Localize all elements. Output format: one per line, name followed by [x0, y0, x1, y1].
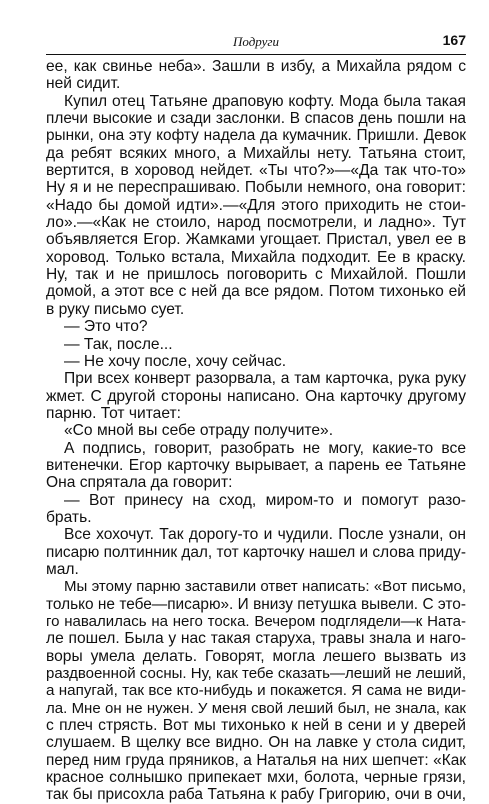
page-header	[46, 34, 466, 54]
text-line: так бы присохла раба Татьяна к рабу Григорию, очи в очи,	[46, 786, 466, 804]
text-line: слушаем. В щелку все видно. Он на лавке у стола сидит,	[46, 734, 466, 752]
text-line: вертится, в хоровод нейдет. «Ты что?»—«Да так что-то»	[46, 162, 466, 180]
text-line: хоровод. Только встала, Михайла подходит. Ее в краску.	[46, 248, 466, 266]
text-line: объявляется Егор. Жамками угощает. Пристал, увел ее в	[46, 231, 466, 249]
text-line: жмет. С другой стороны написано. Она карточку другому	[46, 387, 466, 405]
header-rule	[46, 54, 466, 55]
text-line: витенечки. Егор карточку вырывает, а парень ее Татьяне	[46, 456, 466, 474]
body-text	[46, 58, 466, 804]
text-line: мал.	[46, 560, 79, 578]
text-line: рынки, она эту кофту надела да кумачник. Пришли. Девок	[46, 127, 466, 145]
text-line: красное солнышко припекает мхи, болота, черные грязи,	[46, 769, 466, 787]
text-line: только не тебе—писарю». И внизу петушка вывели. С это-	[46, 595, 466, 613]
text-line: «Надо бы домой идти».—«Для этого приходить не стои-	[46, 196, 466, 214]
text-line: перед ним груда пряников, а Наталья на них шепчет: «Как	[46, 751, 466, 769]
text-line: ее, как свинье неба». Зашли в избу, а Михайла рядом с	[46, 58, 466, 75]
text-line: — Это что?	[64, 318, 148, 336]
text-line: плечи высокие и сзади заслонки. В спасов день пошли на	[46, 110, 466, 128]
text-line: Мы этому парню заставили ответ написать: «Вот письмо,	[64, 578, 466, 596]
text-line: а напугай, так все кто-нибудь и покажется. Я сама не види-	[46, 682, 466, 700]
text-line: воры умела делать. Говорят, могла лешего вызвать из	[46, 647, 466, 665]
text-line: писарю полтинник дал, тот карточку нашел и слова приду-	[46, 543, 466, 561]
text-line: ней сидит.	[46, 75, 121, 93]
text-line: домой, а этот все с ней да все рядом. Потом тихонько ей	[46, 283, 466, 301]
text-line: Ну я и не переспрашиваю. Побыли немного, она говорит:	[46, 179, 466, 197]
text-line: с плеч стрясть. Вот мы тихонько к ней в сени и у дверей	[46, 717, 466, 735]
text-line: брать.	[46, 508, 92, 526]
text-line: го навалилась на него тоска. Вечером подглядели—к Ната-	[46, 613, 466, 630]
text-line: ле пошел. Была у нас такая старуха, травы знала и наго-	[46, 630, 466, 648]
text-line: раздвоенной сосны. Ну, как тебе сказать—леший не леший,	[46, 665, 466, 683]
text-line: ло».—«Как не стоило, народ посмотрели, и ладно». Тут	[46, 214, 466, 232]
text-line: — Так, после...	[64, 335, 173, 353]
text-line: — Вот принесу на сход, миром-то и помогут разо-	[64, 491, 466, 509]
text-line: При всех конверт разорвала, а там карточка, рука руку	[64, 370, 466, 388]
text-line: А подпись, говорит, разобрать не могу, какие-то все	[64, 439, 466, 457]
text-line: «Со мной вы себе отраду получите».	[64, 422, 334, 440]
text-line: Она спрятала да говорит:	[46, 474, 233, 492]
text-line: Ну, так и не пришлось поговорить с Михайлой. Пошли	[46, 266, 466, 284]
text-line: ла. Мне он не нужен. У меня свой леший был, не знала, как	[46, 699, 466, 717]
text-line: Купил отец Татьяне драповую кофту. Мода была такая	[64, 92, 466, 110]
text-line: парню. Тот читает:	[46, 404, 181, 422]
text-line: в руку письмо сует.	[46, 300, 185, 318]
text-line: — Не хочу после, хочу сейчас.	[64, 352, 287, 370]
page-number: 167	[442, 32, 466, 48]
running-title: Подруги	[233, 34, 279, 49]
text-line: Все хохочут. Так дорогу-то и чудили. После узнали, он	[64, 526, 466, 544]
text-line: да ребят всяких много, а Михайлы нету. Татьяна стоит,	[46, 144, 466, 162]
